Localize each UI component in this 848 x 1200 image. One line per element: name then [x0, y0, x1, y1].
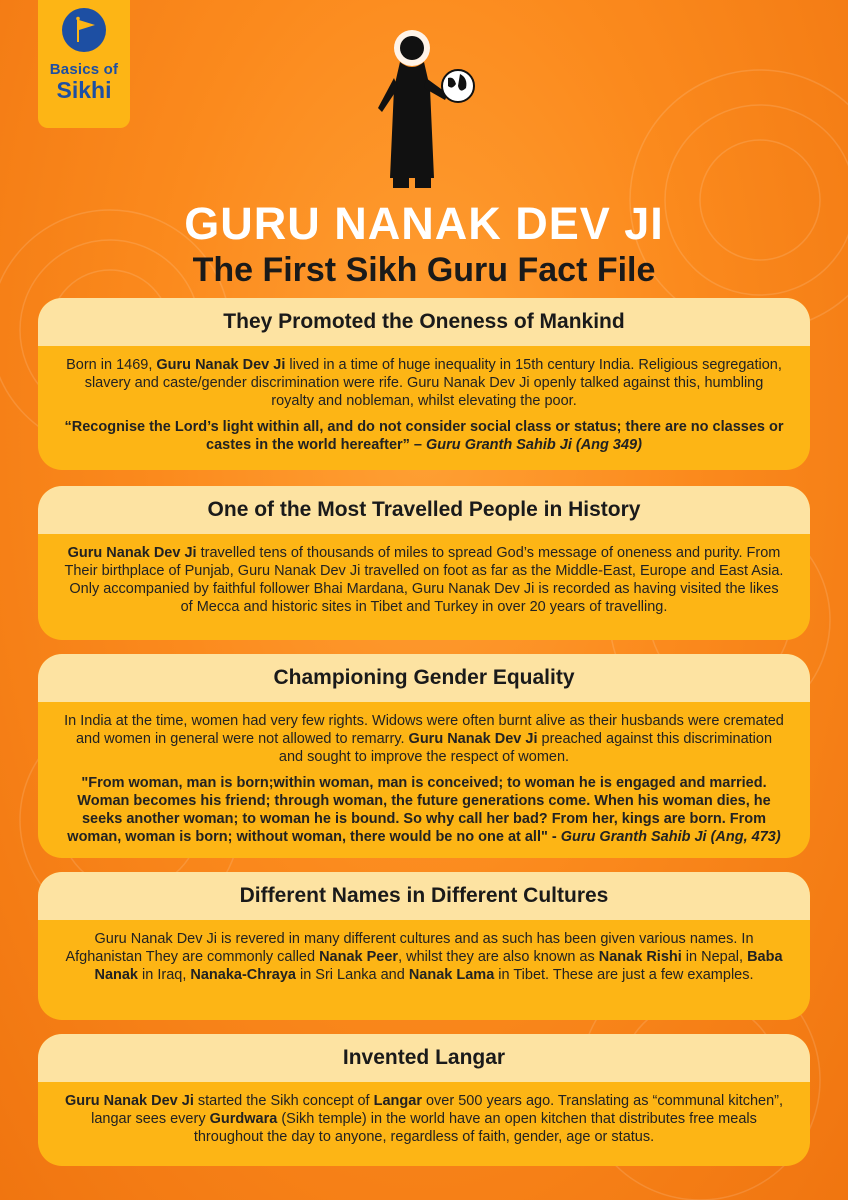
- globe-icon: [442, 70, 474, 102]
- section-paragraph: In India at the time, women had very few rights. Widows were often burnt alive as their husbands were cremated and women in general were not allowed to remarry. Guru Nanak Dev Ji preached against this discrimination and sought to improve the respect of women.: [64, 713, 784, 765]
- section-heading: One of the Most Travelled People in History: [38, 486, 810, 534]
- section-heading: Different Names in Different Cultures: [38, 872, 810, 920]
- section-body: [38, 920, 810, 984]
- section-paragraph: Guru Nanak Dev Ji travelled tens of thousands of miles to spread God’s message of oneness and purity. From Their birthplace of Punjab, Guru Nanak Dev Ji travelled on foot as far as the Middle-East, Europe and East Asia. Only accompanied by faithful follower Bhai Mardana, Guru Nanak Dev Ji is recorded as having visited the likes of Mecca and historic sites in Tibet and Turkey in over 20 years of travelling.: [64, 545, 784, 615]
- brand-logo[interactable]: [38, 0, 130, 128]
- section-card-langar: [38, 1034, 810, 1166]
- scripture-quote: “Recognise the Lord’s light within all, and do not consider social class or status; there are no classes or castes in the world hereafter” – Guru Granth Sahib Ji (Ang 349): [64, 419, 784, 453]
- section-heading: They Promoted the Oneness of Mankind: [38, 298, 810, 346]
- section-paragraph: Born in 1469, Guru Nanak Dev Ji lived in a time of huge inequality in 15th century India. Religious segregation, slavery and caste/gender discrimination were rife. Guru Nanak Dev Ji openly talked against this, humbling royalty and nobleman, whilst elevating the poor.: [66, 357, 782, 409]
- guru-figure-illustration: [360, 28, 480, 198]
- section-body: [38, 702, 810, 846]
- quote-source: Guru Granth Sahib Ji (Ang, 473): [560, 829, 781, 845]
- scripture-quote: "From woman, man is born;within woman, man is conceived; to woman he is engaged and married. Woman becomes his friend; through woman, the future generations come. When his woman dies, he seeks another woman; to woman he is bound. So why call her bad? From her, kings are born. From woman, woman is born; without woman, there would be no one at all" - Guru Granth Sahib Ji (Ang, 473): [67, 775, 781, 845]
- logo-text-line1: Basics of: [49, 61, 119, 78]
- logo-text-line2: Sikhi: [56, 77, 112, 103]
- section-body: [38, 346, 810, 454]
- section-card-travels: [38, 486, 810, 640]
- page-title: GURU NANAK DEV JI: [184, 198, 664, 249]
- section-card-gender-equality: [38, 654, 810, 858]
- section-body: [38, 1082, 810, 1146]
- section-body: [38, 534, 810, 616]
- section-paragraph: Guru Nanak Dev Ji is revered in many different cultures and as such has been given various names. In Afghanistan They are commonly called Nanak Peer, whilst they are also known as Nanak Rishi in Nepal, Baba Nanak in Iraq, Nanaka-Chraya in Sri Lanka and Nanak Lama in Tibet. These are just a few examples.: [65, 931, 783, 983]
- section-heading: Championing Gender Equality: [38, 654, 810, 702]
- section-card-oneness: [38, 298, 810, 470]
- flag-icon: [62, 8, 106, 52]
- quote-source: Guru Granth Sahib Ji (Ang 349): [426, 437, 642, 453]
- section-card-names: [38, 872, 810, 1020]
- page-subtitle: The First Sikh Guru Fact File: [192, 251, 656, 289]
- section-heading: Invented Langar: [38, 1034, 810, 1082]
- section-paragraph: Guru Nanak Dev Ji started the Sikh concept of Langar over 500 years ago. Translating as “communal kitchen”, langar sees every Gurdwara (Sikh temple) in the world have an open kitchen that distributes free meals throughout the day to anyone, regardless of faith, gender, age or status.: [64, 1093, 784, 1145]
